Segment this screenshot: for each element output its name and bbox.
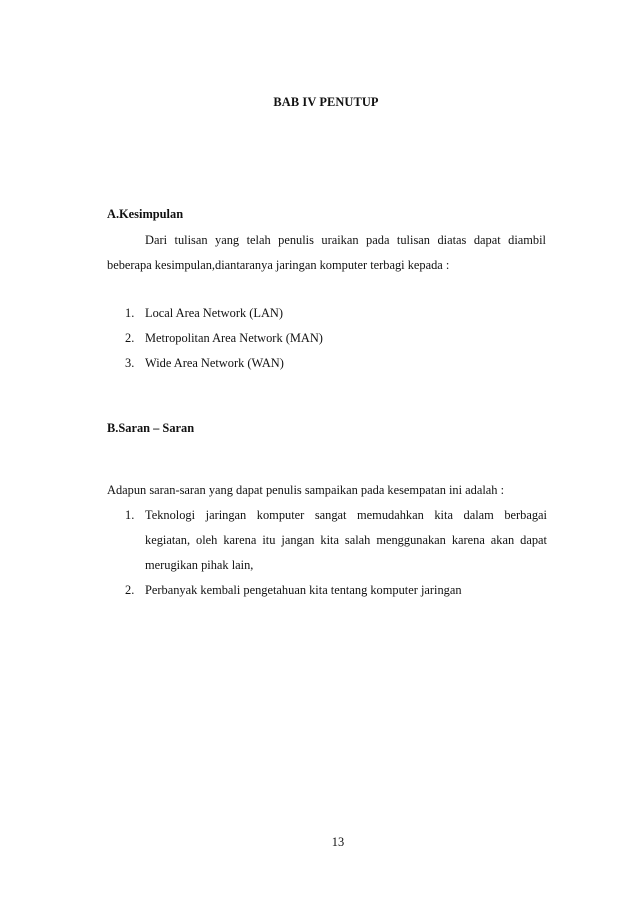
list-item <box>107 351 547 376</box>
chapter-title: BAB IV PENUTUP <box>273 95 379 109</box>
list-item-text-line-2: kegiatan, oleh karena itu jangan kita salah menggunakan karena akan dapat <box>145 533 547 547</box>
list-item <box>107 326 547 351</box>
list-item-text: Wide Area Network (WAN) <box>145 356 284 370</box>
suggestions-intro: Adapun saran-saran yang dapat penulis sampaikan pada kesempatan ini adalah : <box>107 483 505 497</box>
list-item <box>107 578 547 603</box>
list-item-number: 3. <box>125 356 135 370</box>
suggestions-list <box>107 503 547 603</box>
list-item-number: 1. <box>125 508 135 522</box>
list-item-number: 1. <box>125 306 135 320</box>
list-item-text: Local Area Network (LAN) <box>145 306 283 320</box>
suggestions-heading: B.Saran – Saran <box>107 421 195 435</box>
conclusion-paragraph-line-2: beberapa kesimpulan,diantaranya jaringan komputer terbagi kepada : <box>107 258 450 272</box>
list-item-text: Perbanyak kembali pengetahuan kita tentang komputer jaringan <box>145 583 462 597</box>
list-item-text-line-1: Teknologi jaringan komputer sangat memudahkan kita dalam berbagai <box>145 508 547 522</box>
list-item-text: Metropolitan Area Network (MAN) <box>145 331 323 345</box>
list-item-text-line-3: merugikan pihak lain, <box>145 558 254 572</box>
network-types-list <box>107 301 547 376</box>
page-number: 13 <box>331 835 345 849</box>
conclusion-paragraph-line-1: Dari tulisan yang telah penulis uraikan pada tulisan diatas dapat diambil <box>145 233 546 247</box>
conclusion-paragraph <box>107 228 546 278</box>
conclusion-heading: A.Kesimpulan <box>107 207 184 221</box>
list-item-number: 2. <box>125 331 135 345</box>
list-item <box>107 301 547 326</box>
list-item-number: 2. <box>125 583 135 597</box>
list-item <box>107 503 547 578</box>
